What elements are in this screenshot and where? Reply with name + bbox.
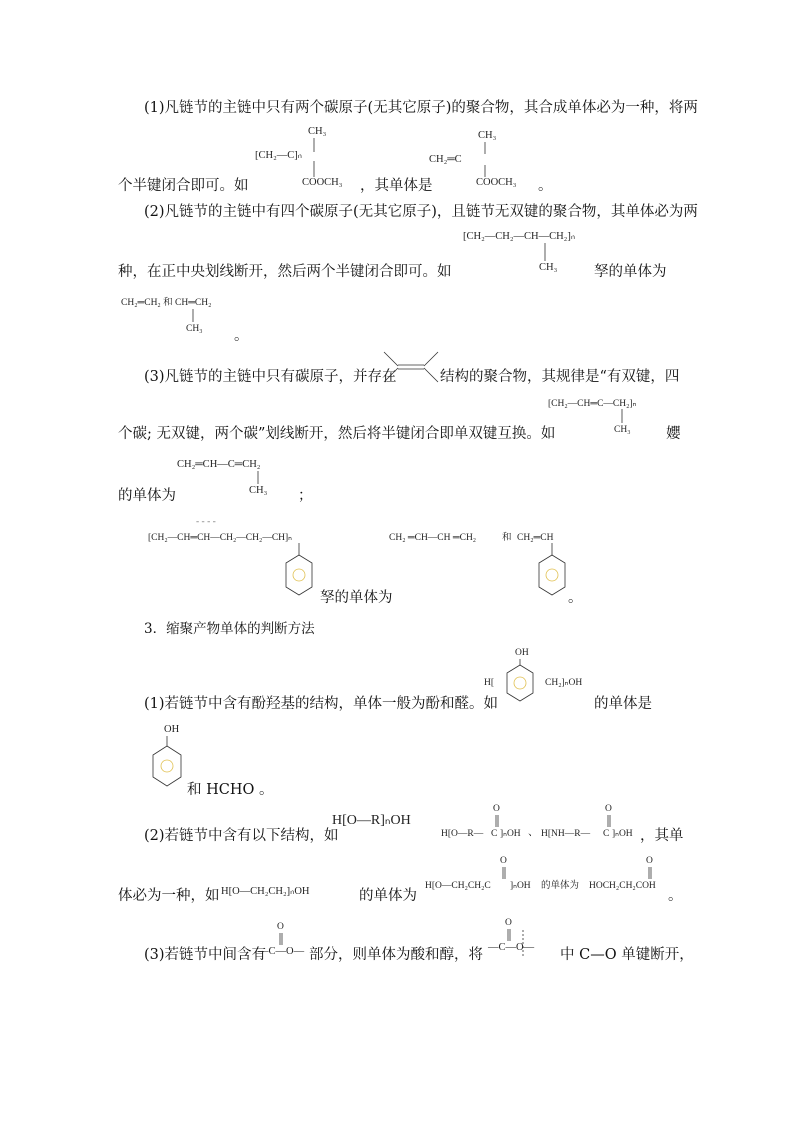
c1-phenol-oh: OH <box>164 724 180 735</box>
section-3-heading: 3．缩聚产物单体的判断方法 <box>144 621 315 637</box>
c1-line1a: (1)若链节中含有酚羟基的结构，单体一般为酚和醛。如 <box>144 696 499 712</box>
c2-line1a: (2)若链节中含有以下结构，如 <box>144 828 339 844</box>
p1-line2a: 个半键闭合即可。如 <box>118 178 249 194</box>
c2-f2-left: H[O—R— <box>441 829 484 839</box>
c2-f2-c: C <box>491 829 498 839</box>
c2-f3-left: H[NH—R— <box>541 829 591 839</box>
c2-f2-o: O <box>493 804 500 814</box>
p2-mono-sub: CH₃ <box>186 324 203 334</box>
p3-ex2-monomer-text: 孥的单体为 <box>320 590 393 606</box>
p3-ex2-mono-and: 和 <box>502 533 512 543</box>
p3-line1a: (3)凡链节的主链中只有碳原子，并存在 <box>144 369 397 385</box>
p3-poly-sub: CH₃ <box>614 425 631 435</box>
p3-line2: 个碳; 无双键，两个碳”划线断开，然后将半键闭合即单双键互换。如 <box>118 426 556 442</box>
c2-f5-right: ]ₙOH <box>510 881 531 891</box>
c3-line1a: (3)若链节中间含有 <box>144 947 267 963</box>
p1-mono-ch3: CH₃ <box>478 130 497 141</box>
c2-f4: H[O—CH₂CH₂]ₙOH <box>221 886 310 897</box>
p2-poly-chain: [CH₂—CH₂—CH—CH₂]ₙ <box>463 231 576 242</box>
benzene-ring-icon <box>537 543 567 603</box>
c1-poly-left: H[ <box>484 678 495 688</box>
p3-ex2-poly-chain: [CH₂—CH═CH—CH₂—CH₂—CH]ₙ <box>148 533 292 543</box>
p1-mono-chain: CH₂═C <box>429 154 462 165</box>
p1-line1: (1)凡链节的主链中只有两个碳原子(无其它原子)的聚合物，其合成单体必为一种，将两 <box>144 100 698 116</box>
p2-line1: (2)凡链节的主链中有四个碳原子(无其它原子)，且链节无双键的聚合物，其单体必为两 <box>144 204 698 220</box>
p3-line3b: ； <box>298 488 313 504</box>
p3-mono-sub: CH₃ <box>249 485 268 496</box>
c3-ester-o: O <box>277 922 284 932</box>
p1-mono-sub: COOCH₃ <box>476 177 517 188</box>
c3-cut-o: O <box>505 918 512 928</box>
p1-poly-chain: [CH₂—C]ₙ <box>255 150 302 161</box>
p3-ex2-mono-b: CH₂═CH <box>517 533 554 543</box>
cut-mark: - - - - <box>196 517 216 527</box>
p2-mono-chain: CH₂═CH₂ 和 CH═CH₂ <box>121 298 212 308</box>
p3-poly-chain: [CH₂—CH═C—CH₂]ₙ <box>548 399 637 409</box>
c2-f3-right: ]ₙOH <box>612 829 633 839</box>
p1-line2b: ，其单体是 <box>360 178 433 194</box>
c2-f5-o: O <box>500 856 507 866</box>
c2-f1: H[O—R]ₙOH <box>332 813 411 828</box>
c2-line2c: 。 <box>668 888 683 904</box>
phenol-ring-icon <box>505 659 535 709</box>
c1-and-hcho: 和 HCHO 。 <box>187 782 274 798</box>
p2-line3: 。 <box>234 328 249 344</box>
p1-poly-ch3: CH₃ <box>308 126 327 137</box>
c2-line1b: ，其单 <box>640 828 684 844</box>
c1-poly-right: CH₂]ₙOH <box>545 678 583 688</box>
c2-f3-c: C <box>603 829 610 839</box>
p3-ex2-mono-a: CH₂ ═CH—CH ═CH₂ <box>389 533 477 543</box>
p2-poly-sub: CH₃ <box>539 262 558 273</box>
c3-line1b: 部分，则单体为酸和醇，将 <box>309 947 483 963</box>
c2-sep: 、 <box>528 827 539 838</box>
p3-ex2-end: 。 <box>568 590 583 606</box>
p3-line3a: 的单体为 <box>118 488 176 504</box>
p1-line2c: 。 <box>538 178 553 194</box>
c2-f2-right: ]ₙOH <box>500 829 521 839</box>
c2-line2b: 的单体为 <box>359 888 417 904</box>
c2-line2a: 体必为一种，如 <box>118 888 220 904</box>
c2-f5-mono-o: O <box>646 856 653 866</box>
c2-f3-o: O <box>605 804 612 814</box>
c2-f5-label: 的单体为 <box>541 881 580 891</box>
cc-double-bond-structure <box>382 350 440 384</box>
c3-ester: —C—O— <box>258 946 305 957</box>
c1-oh: OH <box>515 648 529 658</box>
c3-line1c: 中 C—O 单键断开， <box>560 947 694 963</box>
c3-cut-ester: —C—O— <box>488 942 535 953</box>
p2-line2b: 孥的单体为 <box>594 264 667 280</box>
benzene-ring-icon <box>284 543 314 603</box>
c2-f5-left: H[O—CH₂CH₂C <box>425 881 491 891</box>
c1-line1b: 的单体是 <box>594 696 652 712</box>
phenol-ring-icon <box>150 736 184 796</box>
c2-f5-mono: HOCH₂CH₂COH <box>589 881 656 891</box>
p1-poly-sub: COOCH₃ <box>302 177 343 188</box>
p3-line1b: 结构的聚合物，其规律是“有双键，四 <box>440 369 680 385</box>
p3-mono-chain: CH₂═CH—C═CH₂ <box>177 459 261 470</box>
p3-line2-end: 孆 <box>666 426 681 442</box>
p2-line2a: 种，在正中央划线断开，然后两个半键闭合即可。如 <box>118 264 452 280</box>
cut-line <box>522 930 524 958</box>
